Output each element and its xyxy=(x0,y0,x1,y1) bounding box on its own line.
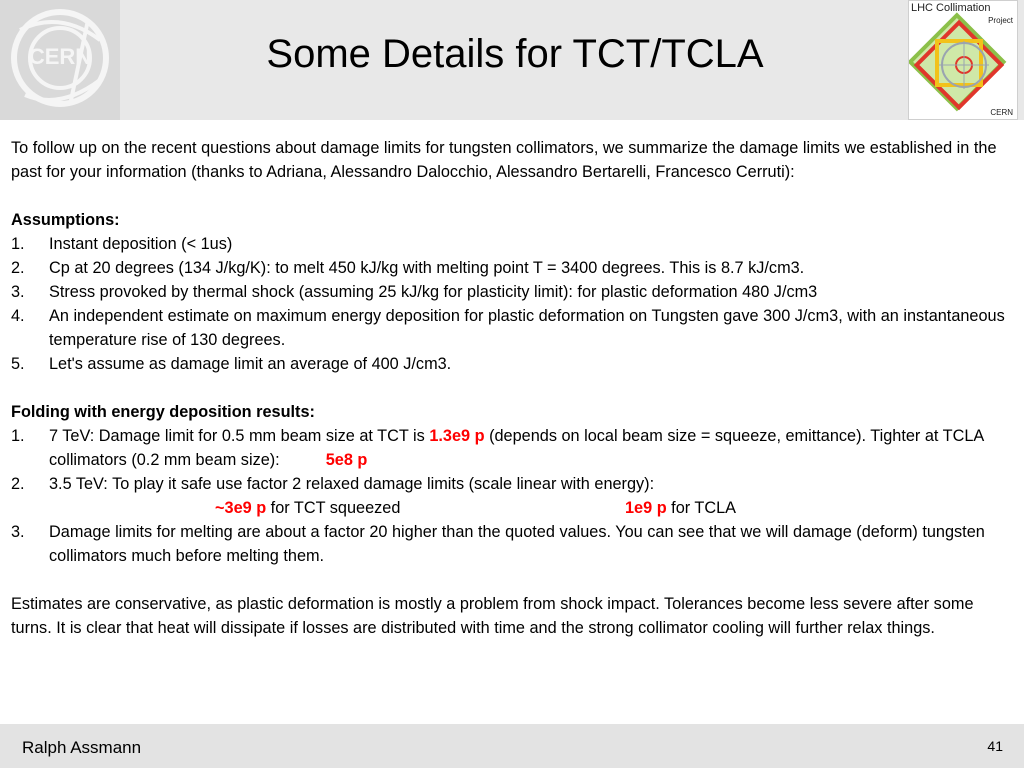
slide-body xyxy=(11,136,1016,640)
list-text: Let's assume as damage limit an average of 400 J/cm3. xyxy=(49,355,452,373)
list-text: (depends on local beam size = squeeze, emittance). Tighter at TCLA collimators (0.2 mm beam size): xyxy=(49,427,984,469)
lhc-logo-icon xyxy=(909,1,1017,119)
list-item xyxy=(11,520,1016,568)
list-item xyxy=(11,256,1016,280)
list-text: 3.5 TeV: To play it safe use factor 2 relaxed damage limits (scale linear with energy): xyxy=(49,475,655,493)
assumptions-heading: Assumptions: xyxy=(11,211,120,229)
lhc-collimation-logo xyxy=(908,0,1018,120)
list-item xyxy=(11,352,1016,376)
list-text: 7 TeV: Damage limit for 0.5 mm beam size at TCT is xyxy=(49,427,430,445)
list-item xyxy=(11,472,1016,496)
list-item xyxy=(11,280,1016,304)
lhc-logo-org: CERN xyxy=(990,108,1013,117)
lhc-logo-title: LHC Collimation xyxy=(911,2,991,14)
cern-logo xyxy=(0,0,120,120)
list-text: Damage limits for melting are about a factor 20 higher than the quoted values. You can see that we will damage (deform) tungsten collimators much before melting them. xyxy=(49,523,985,565)
list-number: 5. xyxy=(11,355,25,373)
list-text: Instant deposition (< 1us) xyxy=(49,235,233,253)
lhc-logo-subtitle: Project xyxy=(988,16,1013,25)
damage-limit-label: for TCT squeezed xyxy=(266,499,401,517)
damage-limit-value: 1e9 p xyxy=(625,499,667,517)
slide-title: Some Details for TCT/TCLA xyxy=(266,32,764,76)
list-item xyxy=(11,304,1016,352)
list-number: 3. xyxy=(11,283,25,301)
list-text: Stress provoked by thermal shock (assuming 25 kJ/kg for plasticity limit): for plastic deformation 480 J/cm3 xyxy=(49,283,818,301)
list-number: 1. xyxy=(11,235,25,253)
slide-header xyxy=(0,0,1024,120)
intro-paragraph: To follow up on the recent questions about damage limits for tungsten collimators, we summarize the damage limits we established in the past for your information (thanks to Adriana, Alessandro Dalocchio, Alessandro Bertarelli, Francesco Cerruti): xyxy=(11,139,997,181)
slide-footer xyxy=(0,724,1024,768)
list-text: Cp at 20 degrees (134 J/kg/K): to melt 450 kJ/kg with melting point T = 3400 degrees. This is 8.7 kJ/cm3. xyxy=(49,259,805,277)
cern-logo-icon xyxy=(0,0,120,120)
list-number: 4. xyxy=(11,307,25,325)
list-item xyxy=(11,424,1016,472)
list-item xyxy=(11,232,1016,256)
damage-limit-row xyxy=(11,496,1016,520)
list-text: An independent estimate on maximum energy deposition for plastic deformation on Tungsten gave 300 J/cm3, with an instantaneous temperature rise of 130 degrees. xyxy=(49,307,1005,349)
list-number: 2. xyxy=(11,259,25,277)
presenter-name: Ralph Assmann xyxy=(22,738,142,757)
damage-limit-value: 1.3e9 p xyxy=(429,427,485,445)
cern-logo-text: CERN xyxy=(28,44,92,69)
damage-limit-value: 3e9 p xyxy=(224,499,267,517)
approx-symbol: ~ xyxy=(215,499,225,517)
page-number: 41 xyxy=(987,738,1003,754)
list-number: 2. xyxy=(11,475,25,493)
conclusion-paragraph: Estimates are conservative, as plastic deformation is mostly a problem from shock impact. Tolerances become less severe after some turns. It is clear that heat will dissipate if losses are distributed with time and the strong collimator cooling will further relax things. xyxy=(11,595,974,637)
folding-heading: Folding with energy deposition results: xyxy=(11,403,315,421)
list-number: 3. xyxy=(11,523,25,541)
damage-limit-value: 5e8 p xyxy=(325,451,368,469)
list-number: 1. xyxy=(11,427,25,445)
damage-limit-label: for TCLA xyxy=(666,499,737,517)
